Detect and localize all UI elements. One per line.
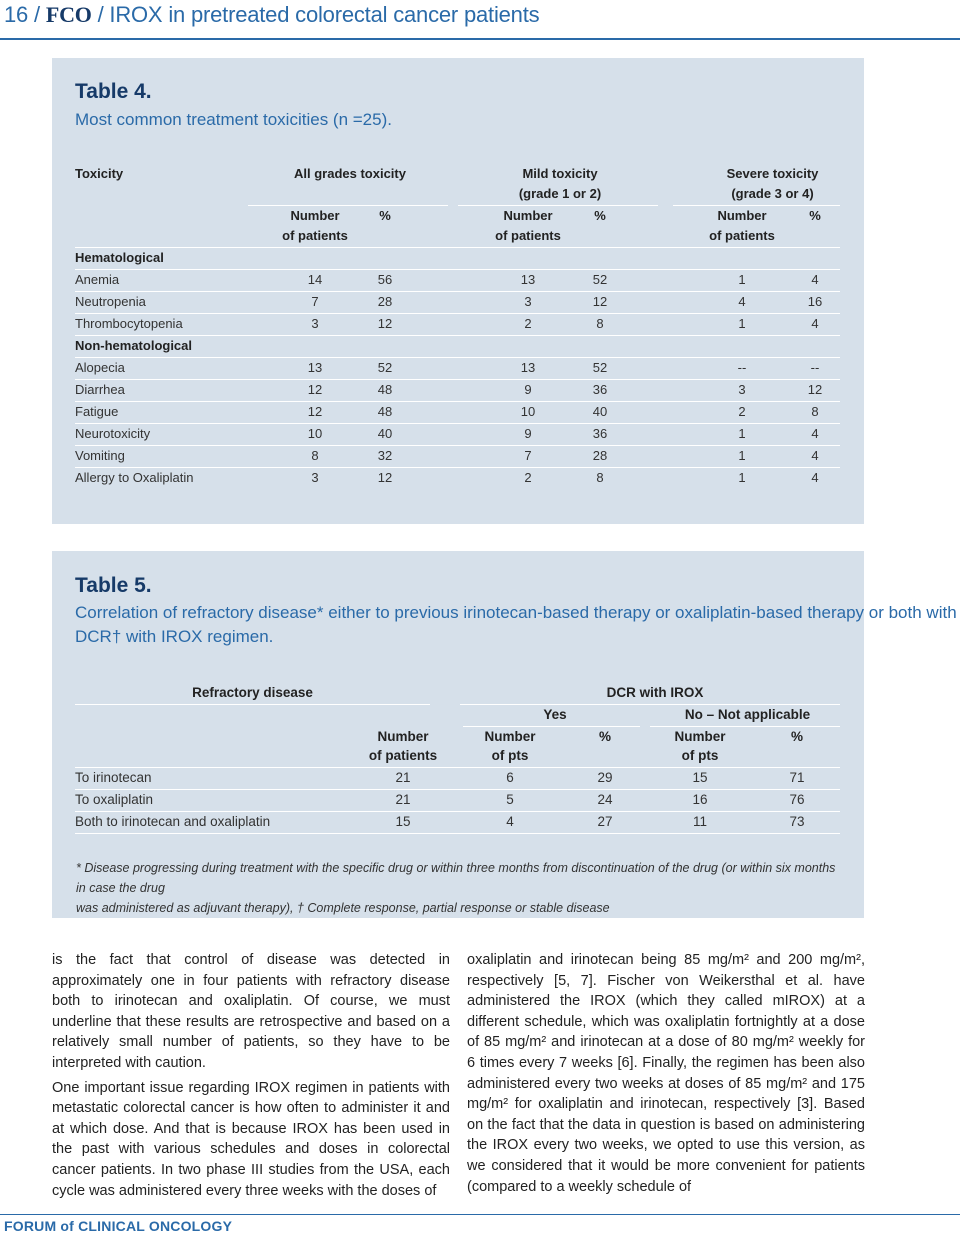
sub-number: Number [290, 208, 340, 223]
cell: 1 [738, 448, 746, 463]
row-rule [75, 357, 840, 358]
cell: 12 [307, 382, 323, 397]
cell: 4 [738, 294, 746, 309]
article-title: IROX in pretreated colorectal cancer patients [109, 2, 540, 27]
cell: 4 [811, 426, 819, 441]
row-name: Neutropenia [75, 294, 146, 309]
cell: 12 [307, 404, 323, 419]
cell: 71 [789, 770, 805, 785]
cell: 4 [811, 272, 819, 287]
table-4-caption: Most common treatment toxicities (n =25). [75, 110, 392, 129]
cell: 2 [524, 316, 532, 331]
cell: 36 [592, 382, 608, 397]
row-name: Fatigue [75, 404, 119, 419]
col-toxicity: Toxicity [75, 166, 124, 181]
rule-dcr [460, 704, 840, 705]
row-rule [75, 379, 840, 380]
header-rule-bottom [75, 767, 840, 768]
table-5-label: Table 5. [75, 574, 152, 597]
group-rule-all [248, 205, 448, 206]
group-mild: Mild toxicity [522, 166, 598, 181]
cell: 1 [738, 426, 746, 441]
sub-number: Number [717, 208, 767, 223]
row-name: To irinotecan [75, 770, 152, 785]
cell: 52 [377, 360, 393, 375]
header-rule [0, 38, 960, 40]
row-name: Alopecia [75, 360, 125, 375]
cell: 14 [307, 272, 323, 287]
header-rule-bottom [75, 247, 840, 248]
footer-journal-name: FORUM of CLINICAL ONCOLOGY [4, 1218, 233, 1234]
h-of-pts: of pts [681, 748, 719, 763]
cell: 15 [692, 770, 708, 785]
h-number: Number [674, 729, 726, 744]
h-no: No – Not applicable [684, 707, 811, 722]
paragraph: oxaliplatin and irinotecan being 85 mg/m² and 200 mg/m², respectively [5, 7]. Fischer von Weikersthal et al. have administered the IROX (which they called mIROX) at a different schedule, which was oxaliplatin fortnightly at a dose of 85 mg/m² and irinotecan at a dose of 80 mg/m² weekly for 6 times every 7 weeks [6]. Finally, the regimen has been also administered every two weeks at doses of 85 mg/m² and 175 mg/m² for oxaliplatin and irinotecan, respectively [3]. Based on the fact that the data in question is based on administering the IROX every two weeks, we opted to use this version, as we considered that it would be more convenient for patients (compared to a weekly schedule of [467, 952, 865, 1195]
cell: 15 [395, 814, 411, 829]
row-rule [75, 269, 840, 270]
h-number: Number [484, 729, 536, 744]
cell: 4 [811, 316, 819, 331]
cell: 4 [506, 814, 514, 829]
cell: 28 [377, 294, 393, 309]
cell: 21 [395, 770, 411, 785]
row-rule [75, 467, 840, 468]
group-rule-severe [673, 205, 840, 206]
cell: 8 [811, 404, 819, 419]
sub-of-patients: of patients [282, 228, 348, 243]
paragraph: One important issue regarding IROX regimen in patients with metastatic colorectal cancer is how often to administer it and at which dose. And that is because IROX has been used in the past with various schedules and doses in colorectal cancer patients. In two phase III studies from the USA, each cycle was administered every three weeks with the doses of [52, 1079, 450, 1199]
h-percent: % [598, 729, 611, 744]
rule-no [650, 726, 840, 727]
footnote-line-1: * Disease progressing during treatment with the specific drug or within three months from discontinuation of the drug (or within six months in case the drug [76, 861, 836, 895]
cell: 9 [524, 426, 532, 441]
h-of-pts: of pts [491, 748, 529, 763]
cell: 40 [377, 426, 393, 441]
row-name: Both to irinotecan and oxaliplatin [75, 814, 271, 829]
cell: 7 [524, 448, 532, 463]
row-rule [75, 291, 840, 292]
body-column-right [467, 950, 865, 1201]
row-name: Thrombocytopenia [75, 316, 183, 331]
h-yes: Yes [543, 707, 567, 722]
sub-percent: % [594, 208, 606, 223]
sub-of-patients: of patients [709, 228, 775, 243]
row-name: Allergy to Oxaliplatin [75, 470, 194, 485]
cell: 13 [520, 360, 536, 375]
rule-refractory [75, 704, 430, 705]
cell: 2 [524, 470, 532, 485]
sub-number: Number [503, 208, 553, 223]
cell: 12 [377, 316, 393, 331]
cell: 2 [738, 404, 746, 419]
sub-of-patients: of patients [495, 228, 561, 243]
page-number: 16 [4, 2, 29, 27]
table-5-caption-line-1: Correlation of refractory disease* either to previous irinotecan-based therapy or oxaliplatin-based therapy or both with [75, 603, 957, 622]
rule-yes [463, 726, 640, 727]
group-rule-mild [458, 205, 658, 206]
cell: 12 [377, 470, 393, 485]
paragraph: is the fact that control of disease was detected in approximately one in four patients with refractory disease both to irinotecan and oxaliplatin. Of course, we must underline that these results are retrospective and based on a relatively small number of patients, so they have to be interpreted with caution. [52, 952, 450, 1071]
row-rule [75, 789, 840, 790]
sub-percent: % [379, 208, 391, 223]
cell: 52 [592, 360, 608, 375]
cell: 3 [311, 470, 319, 485]
group-mild-grade: (grade 1 or 2) [518, 186, 602, 201]
cell: 6 [506, 770, 514, 785]
row-rule [75, 423, 840, 424]
row-name: Anemia [75, 272, 120, 287]
h-dcr: DCR with IROX [606, 685, 704, 700]
cell: 8 [311, 448, 319, 463]
cell: 12 [592, 294, 608, 309]
cell: 13 [307, 360, 323, 375]
cell: 36 [592, 426, 608, 441]
cell: 8 [596, 316, 604, 331]
row-rule [75, 445, 840, 446]
cell: 1 [738, 272, 746, 287]
cell: 21 [395, 792, 411, 807]
row-rule [75, 335, 840, 336]
row-name: Neurotoxicity [75, 426, 151, 441]
section-hematological: Hematological [75, 250, 164, 265]
row-name: Vomiting [75, 448, 125, 463]
h-refractory: Refractory disease [192, 685, 313, 700]
cell: 1 [738, 470, 746, 485]
running-header: 16 / FCO / IROX in pretreated colorectal cancer patients [4, 2, 540, 27]
cell: 28 [592, 448, 608, 463]
cell: 16 [692, 792, 708, 807]
cell: 3 [524, 294, 532, 309]
section-non-hematological: Non-hematological [75, 338, 193, 353]
h-number: Number [377, 729, 429, 744]
cell: 24 [597, 792, 613, 807]
cell: 52 [592, 272, 608, 287]
cell: 29 [597, 770, 613, 785]
cell: 40 [592, 404, 608, 419]
cell: 4 [811, 448, 819, 463]
cell: 3 [311, 316, 319, 331]
row-name: To oxaliplatin [75, 792, 154, 807]
group-severe: Severe toxicity [726, 166, 819, 181]
footer-rule [0, 1214, 960, 1215]
cell: 32 [377, 448, 393, 463]
cell: 76 [789, 792, 805, 807]
cell: 27 [597, 814, 613, 829]
cell: -- [810, 360, 820, 375]
cell: 56 [377, 272, 393, 287]
sub-percent: % [809, 208, 821, 223]
cell: 11 [692, 814, 707, 829]
h-of-patients: of patients [368, 748, 438, 763]
body-column-left [52, 950, 450, 1205]
journal-abbrev: FCO [45, 2, 92, 27]
cell: 13 [520, 272, 536, 287]
cell: 8 [596, 470, 604, 485]
cell: 48 [377, 382, 393, 397]
row-rule [75, 811, 840, 812]
cell: 4 [811, 470, 819, 485]
row-rule [75, 401, 840, 402]
row-rule [75, 833, 840, 834]
h-percent: % [790, 729, 803, 744]
table-4-label: Table 4. [75, 80, 152, 103]
group-all-grades: All grades toxicity [294, 166, 406, 181]
cell: 73 [789, 814, 805, 829]
group-severe-grade: (grade 3 or 4) [731, 186, 814, 201]
row-rule [75, 313, 840, 314]
footnote-line-2: was administered as adjuvant therapy), † Complete response, partial response or stable disease [76, 901, 610, 915]
cell: 12 [807, 382, 823, 397]
cell: 10 [307, 426, 323, 441]
cell: 1 [738, 316, 746, 331]
cell: 9 [524, 382, 532, 397]
table-5-caption-line-2: DCR† with IROX regimen. [75, 627, 274, 646]
table-5-footnote [76, 858, 846, 918]
cell: 7 [311, 294, 319, 309]
cell: 5 [506, 792, 514, 807]
cell: 3 [738, 382, 746, 397]
cell: -- [737, 360, 747, 375]
row-name: Diarrhea [75, 382, 125, 397]
cell: 16 [807, 294, 823, 309]
cell: 10 [520, 404, 536, 419]
cell: 48 [377, 404, 393, 419]
